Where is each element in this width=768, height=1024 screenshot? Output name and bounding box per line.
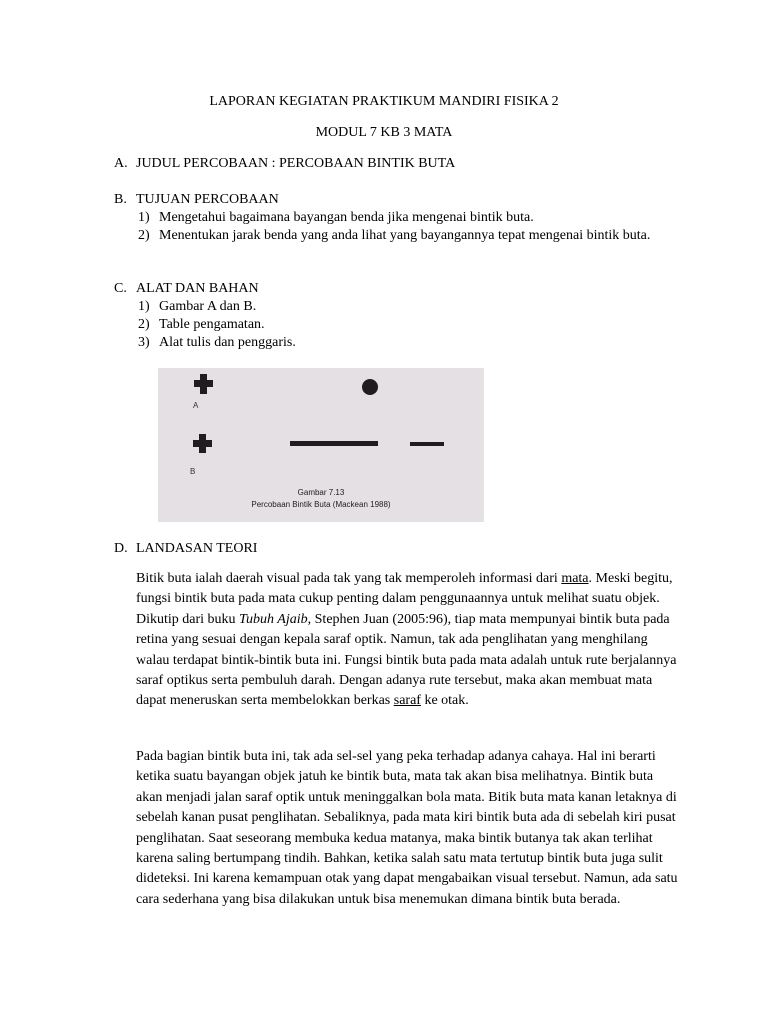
short-bar-mark	[410, 442, 444, 446]
list-number: 2)	[138, 228, 150, 243]
list-item	[138, 316, 668, 334]
module-subtitle: MODUL 7 KB 3 MATA	[315, 125, 453, 140]
list-number: 3)	[138, 335, 150, 350]
list-item	[138, 209, 668, 227]
figure-caption-text: Percobaan Bintik Buta (Mackean 1988)	[251, 500, 391, 509]
figure-caption-number: Gambar 7.13	[297, 488, 345, 497]
report-title: LAPORAN KEGIATAN PRAKTIKUM MANDIRI FISIKA 2	[209, 94, 559, 109]
paragraph-text: , Stephen Juan (2005:96), tiap mata mempunyai bintik buta pada retina yang sesuai dengan kepala saraf optik. Namun, tak ada penglihatan yang menghilang walau terdapat bintik-bintik buta ini. Fungsi bintik buta pada mata adalah untuk rute berjalannya saraf optikus serta pembuluh darah. Dengan adanya rute tersebut, maka akan membuat mata dapat meneruskan serta membelokkan berkas	[136, 611, 677, 709]
list-item	[138, 334, 668, 352]
blind-spot-figure	[158, 368, 484, 522]
section-letter: A.	[114, 156, 128, 171]
list-text: Menentukan jarak benda yang anda lihat yang bayangannya tepat mengenai bintik buta.	[159, 228, 651, 243]
paragraph-text: Bitik buta ialah daerah visual pada tak yang tak memperoleh informasi dari	[136, 571, 562, 586]
theory-paragraph-2: Pada bagian bintik buta ini, tak ada sel-sel yang peka terhadap adanya cahaya. Hal ini berarti ketika suatu bayangan objek jatuh ke bintik buta, mata tak akan bisa melihatnya. Bintik buta akan menjadi jalan saraf optik untuk meninggalkan bola mata. Bitik buta mata kanan letaknya di sebelah kanan pusat penglihatan. Sebaliknya, pada mata kiri bintik buta ada di sebelah kiri pusat penglihatan. Saat seseorang membuka kedua matanya, maka bintik butanya tak akan terlihat karena saling bertumpang tindih. Bahkan, ketika salah satu mata tertutup bintik buta juga sulit dideteksi. Ini karena kemampuan otak yang dapat mengabaikan visual tersebut. Namun, ada satu cara sederhana yang bisa dilakukan untuk bisa menemukan dimana bintik buta berada.	[136, 749, 678, 907]
materials-list	[138, 298, 668, 352]
list-item	[138, 227, 668, 245]
list-text: Table pengamatan.	[159, 317, 265, 332]
book-title: Tubuh Ajaib	[239, 611, 308, 627]
dot-mark	[362, 379, 378, 395]
figure-label-b: B	[190, 467, 196, 476]
figure-graphic	[158, 368, 484, 522]
saraf-link[interactable]: saraf	[393, 693, 421, 709]
list-number: 1)	[138, 210, 150, 225]
section-a-heading	[114, 155, 455, 173]
section-letter: C.	[114, 281, 127, 296]
section-letter: D.	[114, 541, 128, 556]
section-letter: B.	[114, 192, 127, 207]
paragraph-text: . Meski begitu, fungsi bintik buta pada mata cukup penting dalam penggunaannya untuk melihat suatu objek. Dikutip dari buku	[136, 571, 673, 627]
objectives-list	[138, 209, 668, 245]
section-title: ALAT DAN BAHAN	[136, 281, 259, 296]
section-title: LANDASAN TEORI	[136, 541, 258, 556]
long-bar-mark	[290, 441, 378, 446]
section-b-heading	[114, 191, 279, 209]
list-text: Gambar A dan B.	[159, 299, 257, 314]
theory-paragraph-1	[136, 569, 678, 712]
section-title: JUDUL PERCOBAAN : PERCOBAAN BINTIK BUTA	[136, 156, 456, 171]
section-c-heading	[114, 280, 259, 298]
list-text: Alat tulis dan penggaris.	[159, 335, 296, 350]
paragraph-text: ke otak.	[420, 693, 469, 709]
list-text: Mengetahui bagaimana bayangan benda jika mengenai bintik buta.	[159, 210, 534, 225]
list-number: 2)	[138, 317, 150, 332]
list-number: 1)	[138, 299, 150, 314]
mata-link[interactable]: mata	[561, 571, 589, 586]
section-title: TUJUAN PERCOBAAN	[136, 192, 279, 207]
list-item	[138, 298, 668, 316]
section-d-heading	[114, 540, 257, 558]
figure-label-a: A	[193, 401, 199, 410]
